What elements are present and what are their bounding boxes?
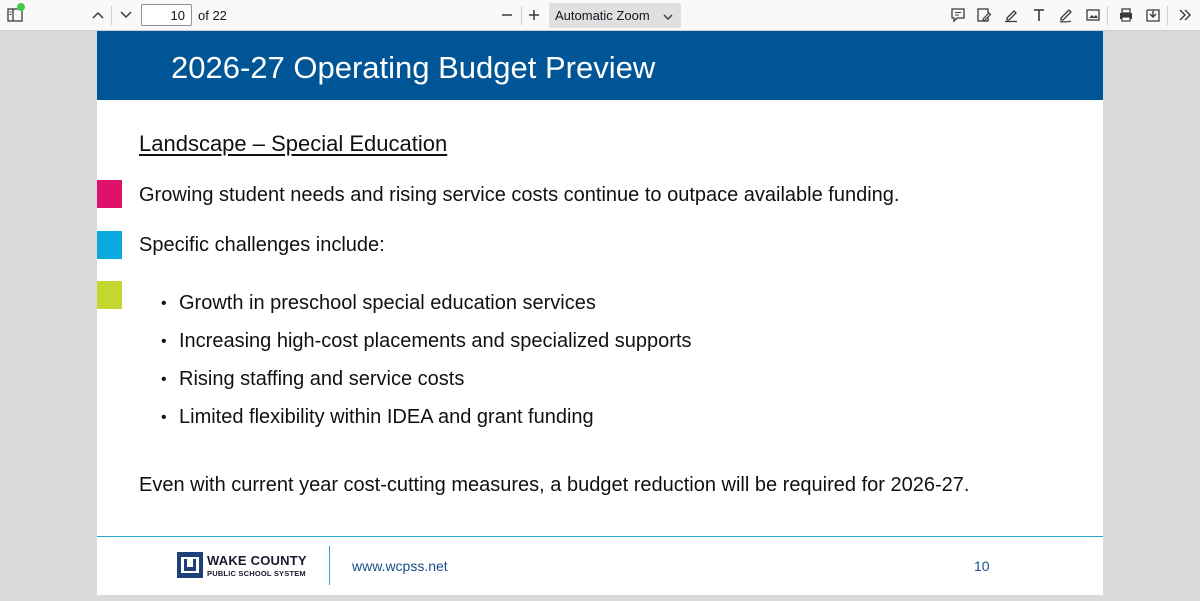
draw-icon[interactable] <box>1054 4 1078 26</box>
list-item-text: Limited flexibility within IDEA and grant funding <box>179 406 594 428</box>
title-banner <box>97 31 1103 100</box>
chevron-down-icon <box>663 9 673 24</box>
closing-statement: Even with current year cost-cutting measures, a budget reduction will be required for 2026-27. <box>139 474 970 496</box>
footer-url: www.wcpss.net <box>352 558 448 574</box>
slide-title: 2026-27 Operating Budget Preview <box>171 50 656 85</box>
section-heading: Landscape – Special Education <box>139 131 448 156</box>
zoom-in-icon[interactable] <box>522 4 546 26</box>
image-icon[interactable] <box>1081 4 1105 26</box>
highlight-icon[interactable] <box>999 4 1023 26</box>
pdf-toolbar <box>0 0 1200 31</box>
logo-text-system: PUBLIC SCHOOL SYSTEM <box>207 569 306 578</box>
pdf-page <box>97 31 1103 595</box>
decorative-square-green <box>97 281 122 309</box>
bullet-icon: • <box>161 295 167 312</box>
text-icon[interactable] <box>1027 4 1051 26</box>
previous-page-icon[interactable] <box>86 4 110 26</box>
notification-dot <box>17 3 25 11</box>
zoom-select-label: Automatic Zoom <box>555 8 650 23</box>
footer-page-number: 10 <box>974 558 990 574</box>
bullet-icon: • <box>161 409 167 426</box>
list-item-text: Rising staffing and service costs <box>179 368 465 390</box>
bullet-icon: • <box>161 333 167 350</box>
save-icon[interactable] <box>1141 4 1165 26</box>
page-number-input[interactable] <box>141 4 192 26</box>
bullet-icon: • <box>161 371 167 388</box>
toolbar-separator <box>111 6 112 25</box>
footer-vertical-divider <box>329 546 330 585</box>
toolbar-separator <box>1167 6 1168 25</box>
page-total-label: of 22 <box>198 8 227 23</box>
comment-icon[interactable] <box>946 4 970 26</box>
decorative-square-blue <box>97 231 122 259</box>
logo-text-county: WAKE COUNTY <box>207 553 307 568</box>
statement-text: Growing student needs and rising service costs continue to outpace available funding. <box>139 184 900 206</box>
list-item-text: Increasing high-cost placements and specialized supports <box>179 330 692 352</box>
next-page-icon[interactable] <box>114 4 138 26</box>
footer-divider-line <box>97 536 1103 537</box>
toolbar-separator <box>1107 6 1108 25</box>
more-tools-icon[interactable] <box>1173 4 1197 26</box>
zoom-out-icon[interactable] <box>495 4 519 26</box>
decorative-square-pink <box>97 180 122 208</box>
print-icon[interactable] <box>1114 4 1138 26</box>
zoom-select[interactable] <box>549 3 681 28</box>
challenges-intro: Specific challenges include: <box>139 234 385 256</box>
list-item-text: Growth in preschool special education services <box>179 292 596 314</box>
signature-icon[interactable] <box>972 4 996 26</box>
wcpss-logo-icon <box>177 552 203 578</box>
